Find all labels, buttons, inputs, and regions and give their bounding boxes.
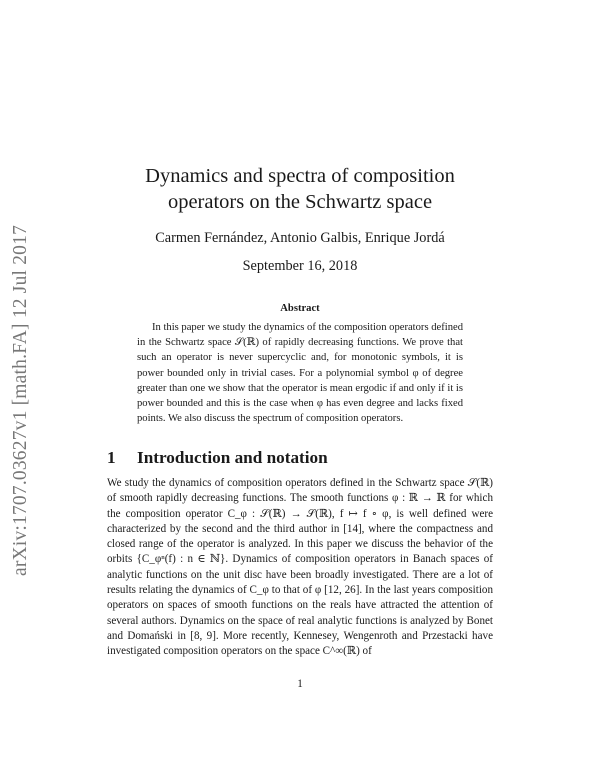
title-line-1: Dynamics and spectra of composition [145,165,455,187]
section-heading [107,448,328,468]
page-number: 1 [297,678,303,690]
abstract-heading: Abstract [280,303,320,314]
arxiv-identifier-stamp: arXiv:1707.03627v1 [math.FA] 12 Jul 2017 [10,224,31,576]
section-number: 1 [107,448,116,467]
title-line-2: operators on the Schwartz space [167,191,433,213]
abstract-text: In this paper we study the dynamics of the composition operators defined in the Schwartz space 𝒮(ℝ) of rapidly decreasing functions. We prove that such an operator is never supercyclic and, for monotonic symbols, it is power bounded only in trivial cases. For a polynomial symbol φ of degree greater than one we show that the operator is mean ergodic if and only if it is power bounded and this is the case when φ has even degree and lacks fixed points. We also discuss the spectrum of composition operators. [137,322,463,425]
paper-date: September 16, 2018 [242,258,358,274]
author-list: Carmen Fernández, Antonio Galbis, Enrique Jordá [155,230,445,246]
section-body-text: We study the dynamics of composition operators defined in the Schwartz space 𝒮(ℝ) of smooth rapidly decreasing functions. The smooth functions φ : ℝ → ℝ for which the composition operator C_φ : 𝒮(ℝ) → 𝒮(ℝ), f ↦ f ∘ φ, is well defined were characterized by the second and the third author in [14], where the compactness and closed range of the operator is analyzed. In this paper we discuss the behavior of the orbits {C_φⁿ(f) : n ∈ ℕ}. Dynamics of composition operators in Banach spaces of analytic functions on the unit disc have been broadly investigated. There are a lot of results relating the dynamics of C_φ to that of φ [12, 26]. In the last years composition operators on spaces of smooth functions on the reals have attracted the attention of several authors. Dynamics on the space of real analytic functions is analyzed by Bonet and Domański in [8, 9]. More recently, Kennesey, Wengenroth and Przestacki have investigated composition operators on the space C^∞(ℝ) of [107,477,493,658]
section-title: Introduction and notation [137,448,328,467]
paper-title [80,163,520,215]
